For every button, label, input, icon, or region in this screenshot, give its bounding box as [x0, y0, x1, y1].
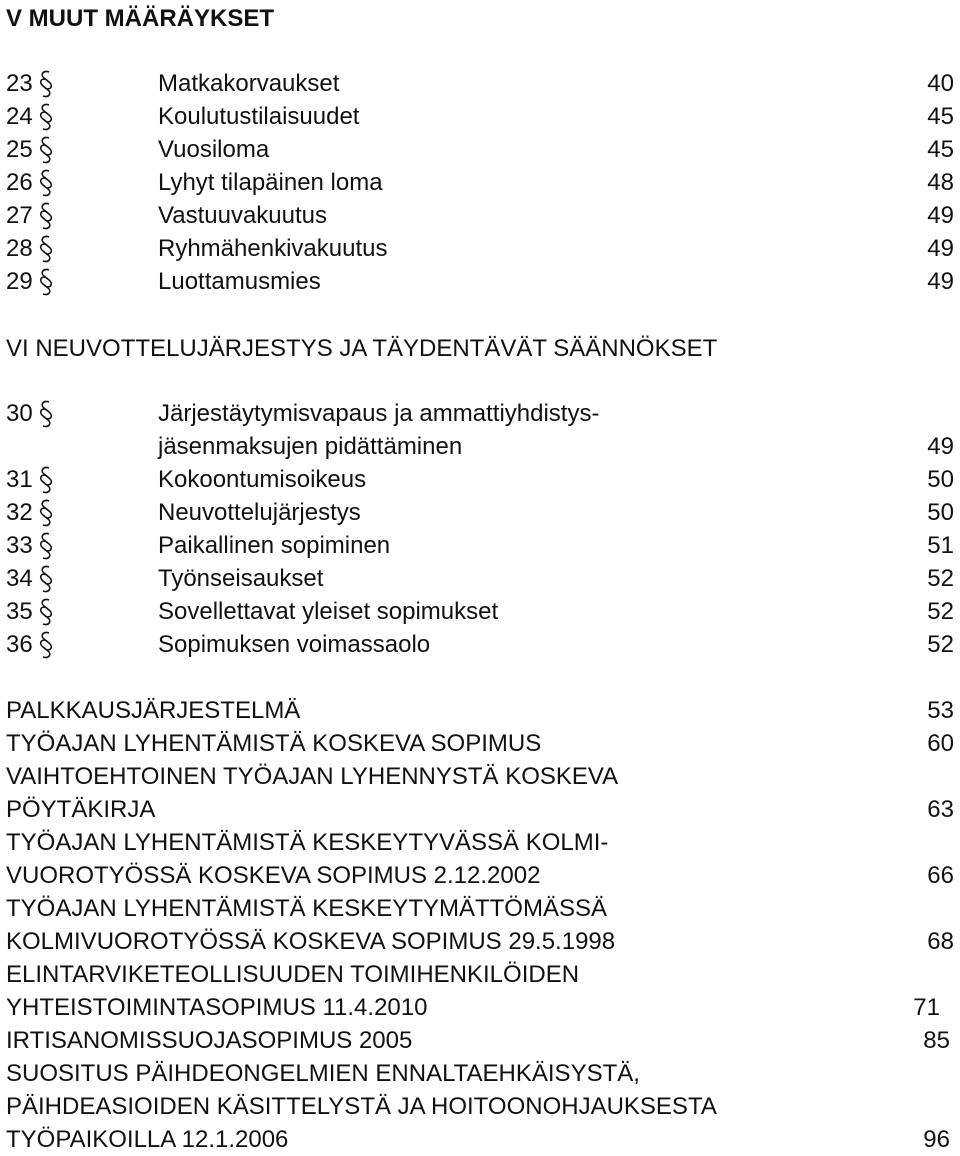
section-sign-icon [34, 498, 58, 528]
toc-entry-continuation [0, 431, 960, 463]
entry-page: 45 [927, 136, 954, 163]
appendix-entry-continuation [0, 794, 960, 826]
entry-number: 25 [6, 136, 33, 163]
appendix-title: PALKKAUSJÄRJESTELMÄ [6, 697, 301, 724]
appendix-page: 85 [923, 1027, 950, 1054]
entry-title: Luottamusmies [158, 268, 321, 295]
section-sign-icon [34, 399, 58, 429]
toc-entry[interactable] [0, 629, 960, 661]
entry-title: Paikallinen sopiminen [158, 532, 391, 559]
entry-title: Työnseisaukset [158, 565, 324, 592]
toc-entry[interactable] [0, 68, 960, 100]
appendix-title: TYÖAJAN LYHENTÄMISTÄ KESKEYTYVÄSSÄ KOLMI- [6, 829, 609, 856]
entry-page: 50 [927, 466, 954, 493]
appendix-entry-continuation [0, 1091, 960, 1123]
appendix-page: 96 [923, 1126, 950, 1153]
toc-entry[interactable] [0, 596, 960, 628]
appendix-entry-continuation [0, 860, 960, 892]
entry-number: 23 [6, 70, 33, 97]
toc-entry[interactable] [0, 530, 960, 562]
section-vi-heading: VI NEUVOTTELUJÄRJESTYS JA TÄYDENTÄVÄT SÄÄNNÖKSET [6, 335, 718, 362]
entry-page: 48 [927, 169, 954, 196]
toc-entry[interactable] [0, 398, 960, 430]
entry-title: Vuosiloma [158, 136, 270, 163]
entry-number: 34 [6, 565, 33, 592]
entry-title: Neuvottelujärjestys [158, 499, 361, 526]
entry-page: 52 [927, 598, 954, 625]
entry-number: 32 [6, 499, 33, 526]
section-sign-icon [34, 69, 58, 99]
entry-page: 45 [927, 103, 954, 130]
appendix-title: TYÖAJAN LYHENTÄMISTÄ KOSKEVA SOPIMUS [6, 730, 542, 757]
section-sign-icon [34, 168, 58, 198]
entry-page: 50 [927, 499, 954, 526]
appendix-title-continuation: PÖYTÄKIRJA [6, 796, 156, 823]
entry-title: Lyhyt tilapäinen loma [158, 169, 383, 196]
appendix-entry[interactable] [0, 827, 960, 859]
appendix-title-continuation: YHTEISTOIMINTASOPIMUS 11.4.2010 [6, 994, 428, 1021]
section-sign-icon [34, 564, 58, 594]
section-sign-icon [34, 234, 58, 264]
appendix-title-continuation: VUOROTYÖSSÄ KOSKEVA SOPIMUS 2.12.2002 [6, 862, 541, 889]
entry-number: 35 [6, 598, 33, 625]
appendix-title-continuation: PÄIHDEASIOIDEN KÄSITTELYSTÄ JA HOITOONOHJAUKSESTA [6, 1093, 717, 1120]
appendix-title: ELINTARVIKETEOLLISUUDEN TOIMIHENKILÖIDEN [6, 961, 580, 988]
appendix-entry[interactable] [0, 1025, 960, 1057]
entry-title: Sopimuksen voimassaolo [158, 631, 431, 658]
appendix-page: 66 [927, 862, 954, 889]
entry-title: Sovellettavat yleiset sopimukset [158, 598, 499, 625]
toc-entry[interactable] [0, 134, 960, 166]
entry-page: 52 [927, 631, 954, 658]
entry-title: Kokoontumisoikeus [158, 466, 367, 493]
appendix-title-continuation: TYÖPAIKOILLA 12.1.2006 [6, 1126, 289, 1153]
entry-page: 40 [927, 70, 954, 97]
appendix-title: IRTISANOMISSUOJASOPIMUS 2005 [6, 1027, 413, 1054]
appendix-page: 63 [927, 796, 954, 823]
appendix-title: SUOSITUS PÄIHDEONGELMIEN ENNALTAEHKÄISYSTÄ, [6, 1060, 640, 1087]
entry-page: 51 [927, 532, 954, 559]
toc-entry[interactable] [0, 497, 960, 529]
appendix-entry[interactable] [0, 1058, 960, 1090]
appendix-entry-continuation [0, 992, 960, 1024]
entry-number: 28 [6, 235, 33, 262]
appendix-title: TYÖAJAN LYHENTÄMISTÄ KESKEYTYMÄTTÖMÄSSÄ [6, 895, 607, 922]
section-sign-icon [34, 531, 58, 561]
appendix-page: 60 [927, 730, 954, 757]
appendix-entry-continuation [0, 1124, 960, 1156]
appendix-page: 53 [927, 697, 954, 724]
section-sign-icon [34, 465, 58, 495]
entry-title: Järjestäytymisvapaus ja ammattiyhdistys- [158, 400, 600, 427]
appendix-title-continuation: KOLMIVUOROTYÖSSÄ KOSKEVA SOPIMUS 29.5.1998 [6, 928, 616, 955]
toc-entry[interactable] [0, 101, 960, 133]
entry-number: 31 [6, 466, 33, 493]
appendix-entry[interactable] [0, 893, 960, 925]
appendix-entry[interactable] [0, 959, 960, 991]
appendix-entry-continuation [0, 926, 960, 958]
toc-entry[interactable] [0, 200, 960, 232]
entry-number: 36 [6, 631, 33, 658]
appendix-page: 68 [927, 928, 954, 955]
entry-title: Ryhmähenkivakuutus [158, 235, 388, 262]
entry-page: 49 [927, 202, 954, 229]
appendix-entry[interactable] [0, 728, 960, 760]
entry-page: 49 [927, 235, 954, 262]
toc-entry[interactable] [0, 266, 960, 298]
entry-page: 52 [927, 565, 954, 592]
toc-entry[interactable] [0, 233, 960, 265]
appendix-title: VAIHTOEHTOINEN TYÖAJAN LYHENNYSTÄ KOSKEVA [6, 763, 619, 790]
entry-title: Koulutustilaisuudet [158, 103, 360, 130]
section-v-heading: V MUUT MÄÄRÄYKSET [6, 5, 274, 32]
appendix-entry[interactable] [0, 761, 960, 793]
entry-page: 49 [927, 268, 954, 295]
entry-number: 33 [6, 532, 33, 559]
entry-number: 24 [6, 103, 33, 130]
section-sign-icon [34, 630, 58, 660]
section-sign-icon [34, 201, 58, 231]
entry-page: 49 [927, 433, 954, 460]
entry-title-continuation: jäsenmaksujen pidättäminen [158, 433, 463, 460]
section-sign-icon [34, 135, 58, 165]
appendix-entry[interactable] [0, 695, 960, 727]
entry-title: Vastuuvakuutus [158, 202, 327, 229]
entry-title: Matkakorvaukset [158, 70, 340, 97]
entry-number: 30 [6, 400, 33, 427]
toc-entry[interactable] [0, 464, 960, 496]
section-sign-icon [34, 597, 58, 627]
entry-number: 26 [6, 169, 33, 196]
toc-entry[interactable] [0, 167, 960, 199]
section-sign-icon [34, 267, 58, 297]
entry-number: 27 [6, 202, 33, 229]
entry-number: 29 [6, 268, 33, 295]
section-sign-icon [34, 102, 58, 132]
appendix-page: 71 [913, 994, 940, 1021]
toc-entry[interactable] [0, 563, 960, 595]
